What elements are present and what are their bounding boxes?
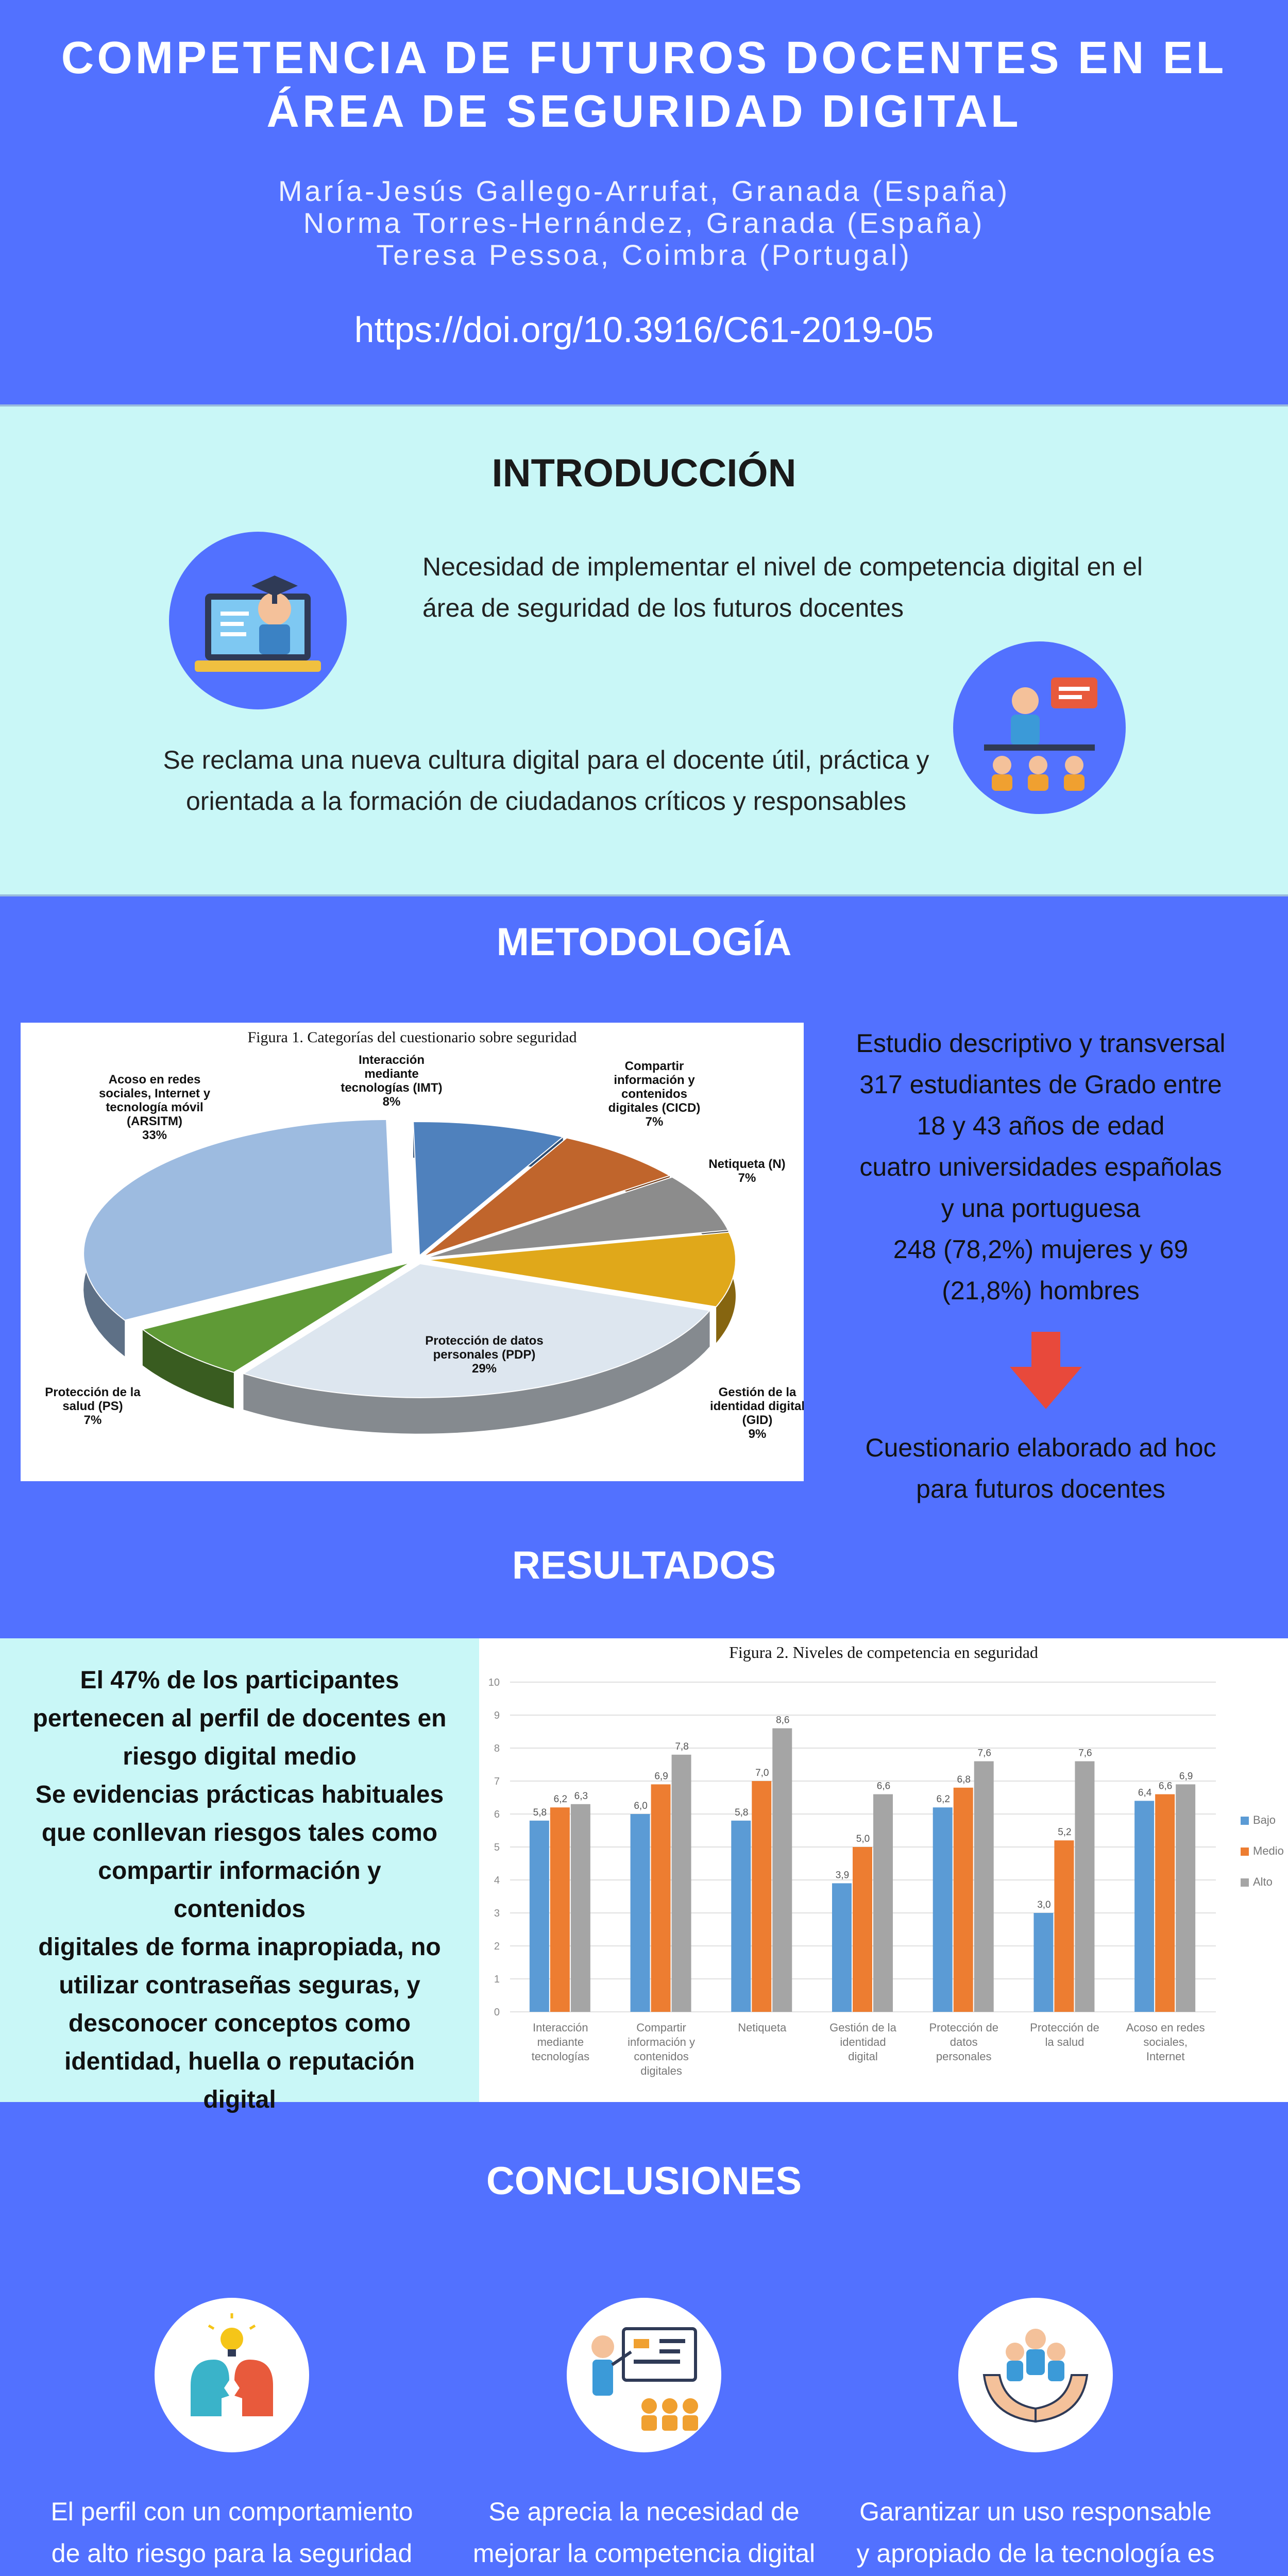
bar [731,1821,751,2012]
bar-data-label: 7,6 [977,1748,991,1759]
x-tick-label: Protección de la salud [1030,2021,1099,2048]
doi-link[interactable]: https://doi.org/10.3916/C61-2019-05 [354,310,934,350]
y-tick-label: 1 [494,1974,500,1985]
authors [103,175,1185,271]
bar [1176,1784,1195,2012]
bar-data-label: 5,8 [735,1807,749,1818]
methodology-line-6: 248 (78,2%) mujeres y 69 [893,1235,1189,1264]
results-line-6: compartir información y contenidos [98,1857,381,1923]
results-text [31,1662,448,2119]
bar [974,1761,994,2012]
bar [672,1755,691,2012]
methodology-line-5: y una portuguesa [941,1194,1141,1223]
y-tick-label: 0 [494,2007,500,2018]
y-tick-label: 6 [494,1809,500,1820]
legend-swatch [1241,1878,1249,1887]
methodology-title: METODOLOGÍA [496,920,792,964]
x-tick-label: Protección de datos personales [929,2021,998,2063]
y-tick-label: 3 [494,1908,500,1919]
legend-label: Bajo [1253,1814,1276,1826]
author-1: María-Jesús Gallego-Arrufat, Granada (España) [278,175,1010,207]
graduate-laptop-icon [169,532,347,709]
conclusion-text-1: El perfil con un comportamiento de alto riesgo para la seguridad [50,2497,413,2568]
results-line-1: El 47% de los participantes [80,1667,399,1694]
methodology-line-3: 18 y 43 años de edad [917,1111,1165,1140]
bar [772,1728,792,2012]
bar [651,1784,671,2012]
arrow-down-icon [1010,1332,1082,1409]
y-tick-label: 10 [488,1677,500,1688]
introduction-text-1: Necesidad de implementar el nivel de competencia digital en el área de seguridad de los futuros docentes [422,552,1143,622]
bar [1155,1794,1175,2012]
y-tick-label: 7 [494,1776,500,1787]
figure-1-pie-chart [21,1023,804,1481]
methodology-text [814,1023,1267,1311]
bar-data-label: 8,6 [776,1715,790,1726]
pie-label: Gestión de la identidad digital (GID) 9% [710,1385,804,1441]
bar [631,1814,650,2012]
heads-idea-icon [155,2298,309,2452]
bar [873,1794,893,2012]
results-line-4: Se evidencias prácticas habituales [35,1781,444,1808]
y-tick-label: 9 [494,1710,500,1721]
bar-data-label: 6,0 [634,1801,648,1811]
x-tick-label: Compartir información y contenidos digitales [628,2021,695,2077]
bar-chart-title: Figura 2. Niveles de competencia en seguridad [729,1643,1038,1662]
introduction-title: INTRODUCCIÓN [492,451,796,495]
x-tick-label: Gestión de la identidad digital [829,2021,896,2063]
pie-slices [83,1120,736,1434]
bar-data-label: 6,6 [876,1781,891,1792]
pie-label: Protección de datos personales (PDP) 29% [425,1334,544,1376]
methodology-line-7: (21,8%) hombres [942,1276,1140,1305]
bar-data-label: 6,9 [654,1771,668,1782]
title-line-1: COMPETENCIA DE FUTUROS DOCENTES EN EL [61,32,1227,83]
author-3: Teresa Pessoa, Coimbra (Portugal) [376,239,912,271]
results-line-11: digital [203,2086,276,2113]
bar-data-label: 7,0 [755,1768,769,1778]
hands-people-icon [958,2298,1113,2452]
teacher-presentation-icon [953,641,1126,814]
bar-data-label: 5,2 [1058,1827,1072,1838]
conclusion-text-2: Se aprecia la necesidad de mejorar la competencia digital [472,2497,816,2568]
y-tick-label: 5 [494,1842,500,1853]
bar-data-label: 7,8 [675,1741,689,1752]
bar [571,1804,590,2012]
methodology-line-4: cuatro universidades españolas [859,1153,1222,1181]
bar-data-label: 3,0 [1037,1900,1051,1910]
bar [1054,1840,1074,2012]
pie-label: Netiqueta (N) 7% [708,1157,786,1185]
y-tick-label: 2 [494,1941,500,1952]
bar [550,1807,570,2012]
bar-data-label: 3,9 [835,1870,850,1881]
bar [1134,1801,1154,2012]
bar-data-label: 6,4 [1138,1787,1152,1799]
figure-2-bar-chart [479,1638,1288,2102]
results-line-8: utilizar contraseñas seguras, y [59,1972,420,1999]
methodology-line-1: Estudio descriptivo y transversal [856,1029,1226,1058]
bar [832,1883,852,2012]
author-2: Norma Torres-Hernández, Granada (España) [303,207,985,239]
title-line-2: ÁREA DE SEGURIDAD DIGITAL [266,86,1022,137]
bar-data-label: 5,8 [533,1807,547,1818]
legend-swatch [1241,1817,1249,1825]
introduction-text-2: Se reclama una nueva cultura digital para el docente útil, práctica y orientada a la formación de ciudadanos críticos y responsables [163,745,929,816]
pie-label: Protección de la salud (PS) 7% [45,1385,141,1427]
main-title [31,31,1257,138]
bar-data-label: 6,9 [1179,1771,1193,1782]
x-tick-label: Netiqueta [738,2021,787,2034]
x-tick-label: Acoso en redes sociales, Internet [1126,2021,1205,2063]
methodology-line-2: 317 estudiantes de Grado entre [859,1070,1222,1099]
results-line-7: digitales de forma inapropiada, no [38,1934,441,1961]
bar-data-label: 6,8 [957,1774,971,1785]
results-title: RESULTADOS [512,1544,776,1587]
bar [954,1788,973,2012]
pie-label: Acoso en redes sociales, Internet y tecnología móvil (ARSITM) 33% [98,1073,211,1142]
presenter-board-icon [567,2298,721,2452]
results-line-2: pertenecen al perfil de docentes en [32,1705,447,1732]
legend-swatch [1241,1848,1249,1856]
pie-title: Figura 1. Categorías del cuestionario sobre seguridad [247,1029,577,1046]
methodology-line-8: Cuestionario elaborado ad hoc [865,1433,1216,1462]
results-line-5: que conllevan riesgos tales como [41,1819,438,1846]
conclusions-title: CONCLUSIONES [486,2159,802,2203]
bar-data-label: 6,2 [553,1794,568,1805]
bar-data-label: 5,0 [856,1834,870,1844]
legend-label: Medio [1253,1844,1284,1857]
bar [752,1781,771,2012]
bar [1033,1913,1053,2012]
y-tick-label: 8 [494,1743,500,1754]
bar [530,1821,549,2012]
bar [933,1807,953,2012]
methodology-line-9: para futuros docentes [916,1475,1165,1503]
bar [853,1847,872,2012]
bar-data-label: 7,6 [1078,1748,1092,1759]
bar-data-label: 6,2 [936,1794,950,1805]
bar-data-label: 6,6 [1158,1781,1173,1792]
pie-label: Interacción mediante tecnologías (IMT) 8% [341,1053,443,1109]
results-line-10: identidad, huella o reputación [64,2048,415,2075]
results-line-9: desconocer conceptos como [68,2010,411,2037]
y-tick-label: 4 [494,1875,500,1886]
bar-data-label: 6,3 [574,1790,588,1802]
methodology-text-2 [814,1427,1267,1510]
bar [1075,1761,1094,2012]
legend-label: Alto [1253,1875,1273,1888]
conclusion-text-3: Garantizar un uso responsable y apropiado de la tecnología es [856,2497,1215,2568]
x-tick-label: Interacción mediante tecnologías [531,2021,590,2063]
pie-label: Compartir información y contenidos digitales (CICD) 7% [608,1059,701,1129]
results-line-3: riesgo digital medio [123,1743,357,1770]
